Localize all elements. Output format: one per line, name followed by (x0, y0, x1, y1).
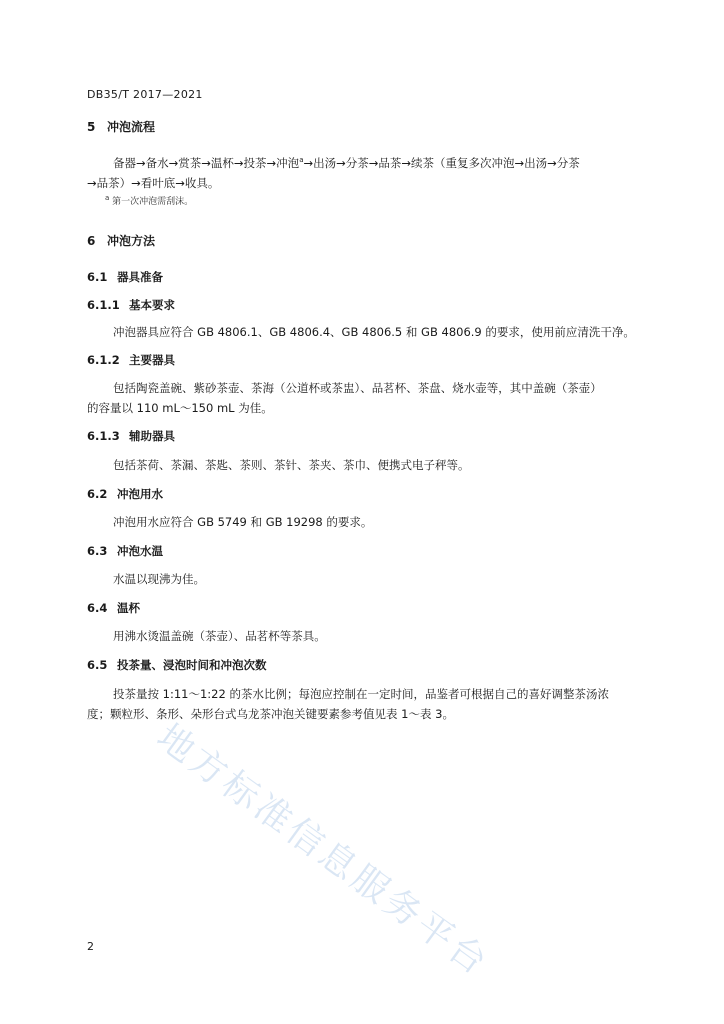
section-number: 6.1.2 (87, 353, 120, 367)
section-6-1-heading (87, 269, 163, 285)
section-title: 冲泡用水 (117, 487, 163, 501)
footnote-marker: a (299, 156, 304, 165)
section-6-4-heading (87, 600, 140, 616)
section-6-1-2-heading (87, 352, 175, 368)
section-number: 6.4 (87, 601, 108, 615)
section-title: 主要器具 (129, 353, 175, 367)
footnote (105, 194, 193, 207)
section-title: 冲泡方法 (107, 234, 156, 248)
section-number: 6 (87, 234, 96, 248)
section-number: 6.5 (87, 658, 108, 672)
section-title: 温杯 (117, 601, 140, 615)
section-title: 器具准备 (117, 270, 163, 284)
section-title: 基本要求 (129, 298, 175, 312)
section-6-1-2-line-1: 包括陶瓷盖碗、紫砂茶壶、茶海（公道杯或茶盅）、品茗杯、茶盘、烧水壶等，其中盖碗（茶壶） (113, 381, 602, 395)
flow-line-2: →品茶）→看叶底→收具。 (87, 176, 220, 190)
page-number: 2 (87, 940, 94, 953)
section-number: 6.2 (87, 487, 108, 501)
section-number: 6.1.3 (87, 429, 120, 443)
flow-line-1 (113, 155, 580, 171)
document-code: DB35/T 2017—2021 (87, 88, 203, 101)
section-6-4-text: 用沸水烫温盖碗（茶壶）、品茗杯等茶具。 (113, 629, 326, 643)
flow-text-b: →出汤→分茶→品茶→续茶（重复多次冲泡→出汤→分茶 (303, 156, 580, 170)
section-6-heading (87, 232, 155, 249)
section-6-5-heading (87, 657, 267, 673)
section-number: 6.1.1 (87, 298, 120, 312)
section-6-3-heading (87, 543, 163, 559)
section-6-1-1-text: 冲泡器具应符合 GB 4806.1、GB 4806.4、GB 4806.5 和 GB 4806.9 的要求，使用前应清洗干净。 (113, 325, 635, 339)
section-number: 5 (87, 120, 96, 134)
section-6-5-line-1: 投茶量按 1:11～1:22 的茶水比例；每泡应控制在一定时间，品鉴者可根据自己的喜好调整茶汤浓 (113, 687, 609, 701)
section-6-5-line-2: 度；颗粒形、条形、朵形台式乌龙茶冲泡关键要素参考值见表 1～表 3。 (87, 707, 454, 721)
section-6-1-3-heading (87, 428, 175, 444)
section-title: 投茶量、浸泡时间和冲泡次数 (117, 658, 267, 672)
section-6-2-text: 冲泡用水应符合 GB 5749 和 GB 19298 的要求。 (113, 515, 373, 529)
flow-text-a: 备器→备水→赏茶→温杯→投茶→冲泡 (113, 156, 300, 170)
section-title: 辅助器具 (129, 429, 175, 443)
footnote-mark: a (105, 194, 110, 202)
section-6-1-2-line-2: 的容量以 110 mL～150 mL 为佳。 (87, 401, 273, 415)
section-number: 6.3 (87, 544, 108, 558)
section-6-2-heading (87, 486, 163, 502)
watermark: 地方标准信息服务平台 (149, 716, 497, 985)
section-6-1-3-text: 包括茶荷、茶漏、茶匙、茶则、茶针、茶夹、茶巾、便携式电子秤等。 (113, 458, 470, 472)
section-6-1-1-heading (87, 297, 175, 313)
section-6-3-text: 水温以现沸为佳。 (113, 572, 205, 586)
section-title: 冲泡流程 (107, 120, 156, 134)
section-number: 6.1 (87, 270, 108, 284)
section-5-heading (87, 118, 155, 135)
section-title: 冲泡水温 (117, 544, 163, 558)
footnote-text: 第一次冲泡需刮沫。 (112, 197, 194, 207)
